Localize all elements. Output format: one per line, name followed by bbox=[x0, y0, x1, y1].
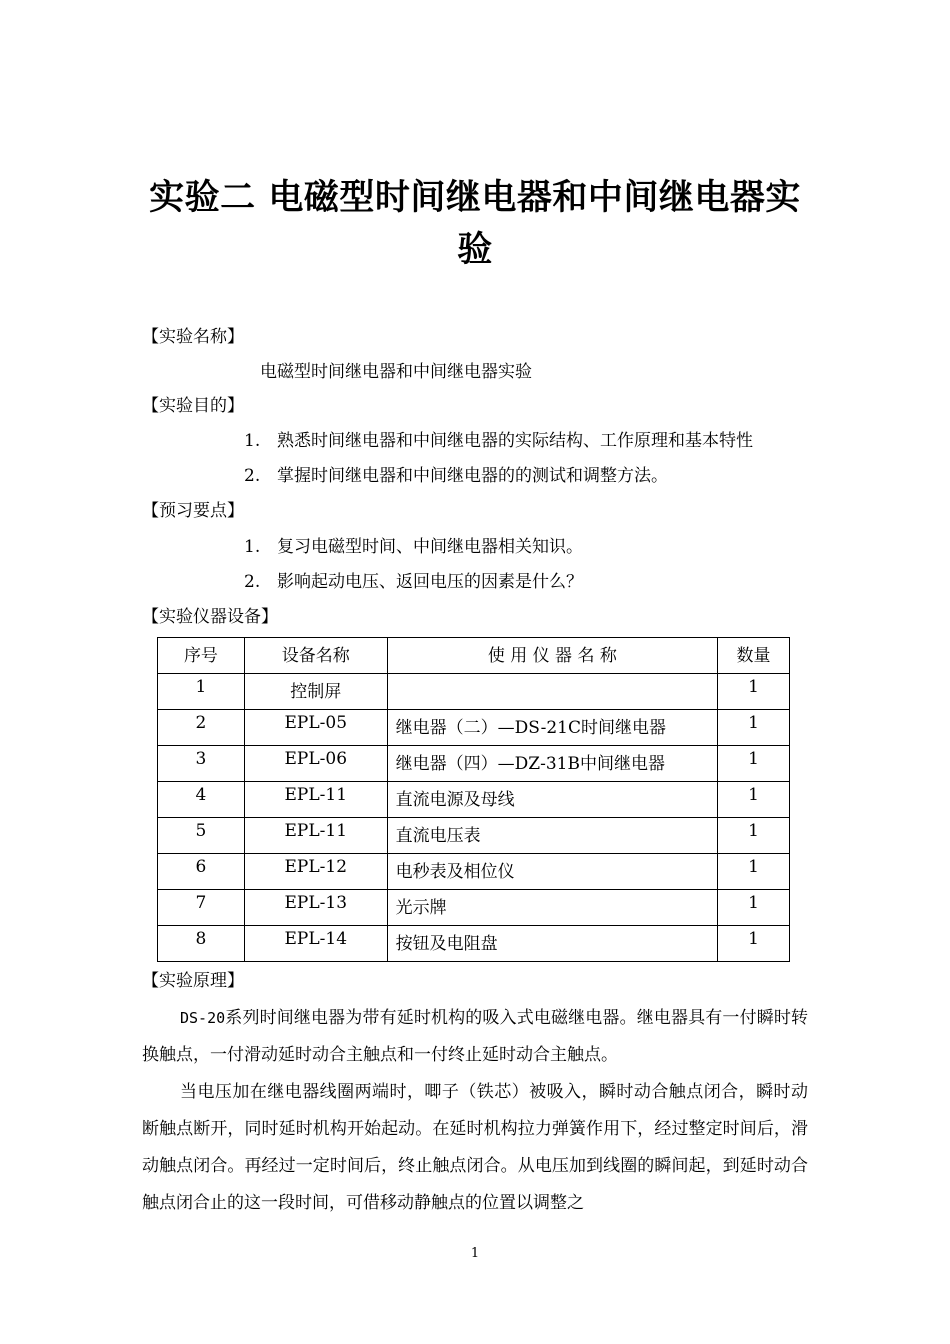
list-number: 2. bbox=[244, 466, 261, 486]
table-cell: EPL-05 bbox=[244, 710, 387, 746]
column-header: 数量 bbox=[718, 638, 790, 674]
experiment-name: 电磁型时间继电器和中间继电器实验 bbox=[260, 362, 532, 382]
table-cell: EPL-11 bbox=[244, 818, 387, 854]
table-cell: 电秒表及相位仪 bbox=[387, 854, 717, 890]
table-cell: 1 bbox=[718, 890, 790, 926]
table-cell: EPL-11 bbox=[244, 782, 387, 818]
table-cell: 继电器（四）—DZ-31B中间继电器 bbox=[387, 746, 717, 782]
model-code: DS-20 bbox=[180, 1009, 226, 1027]
list-number: 2. bbox=[244, 572, 261, 592]
table-row bbox=[158, 782, 790, 818]
table-row bbox=[158, 710, 790, 746]
section-heading-principle: 【实验原理】 bbox=[142, 971, 244, 991]
table-cell: 1 bbox=[718, 710, 790, 746]
table-cell: 继电器（二）—DS-21C时间继电器 bbox=[387, 710, 717, 746]
list-item: 复习电磁型时间、中间继电器相关知识。 bbox=[277, 537, 583, 557]
table-cell: 按钮及电阻盘 bbox=[387, 926, 717, 962]
table-row bbox=[158, 926, 790, 962]
table-cell: 4 bbox=[158, 782, 245, 818]
table-row bbox=[158, 746, 790, 782]
section-heading-preview: 【预习要点】 bbox=[142, 501, 244, 521]
column-header: 使 用 仪 器 名 称 bbox=[387, 638, 717, 674]
table-row bbox=[158, 674, 790, 710]
table-cell: 光示牌 bbox=[387, 890, 717, 926]
table-cell: 直流电源及母线 bbox=[387, 782, 717, 818]
table-cell bbox=[387, 674, 717, 710]
table-cell: EPL-14 bbox=[244, 926, 387, 962]
paragraph-text: 系列时间继电器为带有延时机构的吸入式电磁继电器。继电器具有一付瞬时转换触点，一付滑动延时动合主触点和一付终止延时动合主触点。 bbox=[142, 1008, 808, 1065]
equipment-table bbox=[157, 637, 790, 962]
list-item: 熟悉时间继电器和中间继电器的实际结构、工作原理和基本特性 bbox=[277, 431, 753, 451]
column-header: 设备名称 bbox=[244, 638, 387, 674]
table-header-row bbox=[158, 638, 790, 674]
table-row bbox=[158, 890, 790, 926]
table-row bbox=[158, 818, 790, 854]
table-cell: EPL-12 bbox=[244, 854, 387, 890]
principle-paragraph-2: 当电压加在继电器线圈两端时，唧子（铁芯）被吸入，瞬时动合触点闭合，瞬时动断触点断开，同时延时机构开始起动。在延时机构拉力弹簧作用下，经过整定时间后，滑动触点闭合。再经过一定时间后，终止触点闭合。从电压加到线圈的瞬间起，到延时动合触点闭合止的这一段时间，可借移动静触点的位置以调整之 bbox=[142, 1082, 808, 1213]
table-cell: 1 bbox=[158, 674, 245, 710]
table-cell: 6 bbox=[158, 854, 245, 890]
table-cell: 1 bbox=[718, 746, 790, 782]
table-cell: 1 bbox=[718, 782, 790, 818]
section-heading-name: 【实验名称】 bbox=[142, 327, 244, 347]
page-title: 实验二 电磁型时间继电器和中间继电器实验 bbox=[149, 178, 801, 270]
table-cell: 1 bbox=[718, 674, 790, 710]
table-cell: 8 bbox=[158, 926, 245, 962]
list-number: 1. bbox=[244, 537, 261, 557]
section-heading-equipment: 【实验仪器设备】 bbox=[142, 607, 278, 627]
page-number: 1 bbox=[470, 1246, 480, 1261]
table-cell: 2 bbox=[158, 710, 245, 746]
table-cell: EPL-13 bbox=[244, 890, 387, 926]
table-cell: 3 bbox=[158, 746, 245, 782]
table-cell: 1 bbox=[718, 926, 790, 962]
table-row bbox=[158, 854, 790, 890]
list-item: 影响起动电压、返回电压的因素是什么？ bbox=[277, 572, 583, 592]
list-item: 掌握时间继电器和中间继电器的的测试和调整方法。 bbox=[277, 466, 668, 486]
table-cell: 控制屏 bbox=[244, 674, 387, 710]
table-cell: 5 bbox=[158, 818, 245, 854]
list-number: 1. bbox=[244, 431, 261, 451]
table-cell: 7 bbox=[158, 890, 245, 926]
table-cell: 1 bbox=[718, 818, 790, 854]
table-cell: EPL-06 bbox=[244, 746, 387, 782]
column-header: 序号 bbox=[158, 638, 245, 674]
table-cell: 1 bbox=[718, 854, 790, 890]
table-cell: 直流电压表 bbox=[387, 818, 717, 854]
section-heading-purpose: 【实验目的】 bbox=[142, 396, 244, 416]
principle-paragraph-1 bbox=[142, 1000, 808, 1074]
